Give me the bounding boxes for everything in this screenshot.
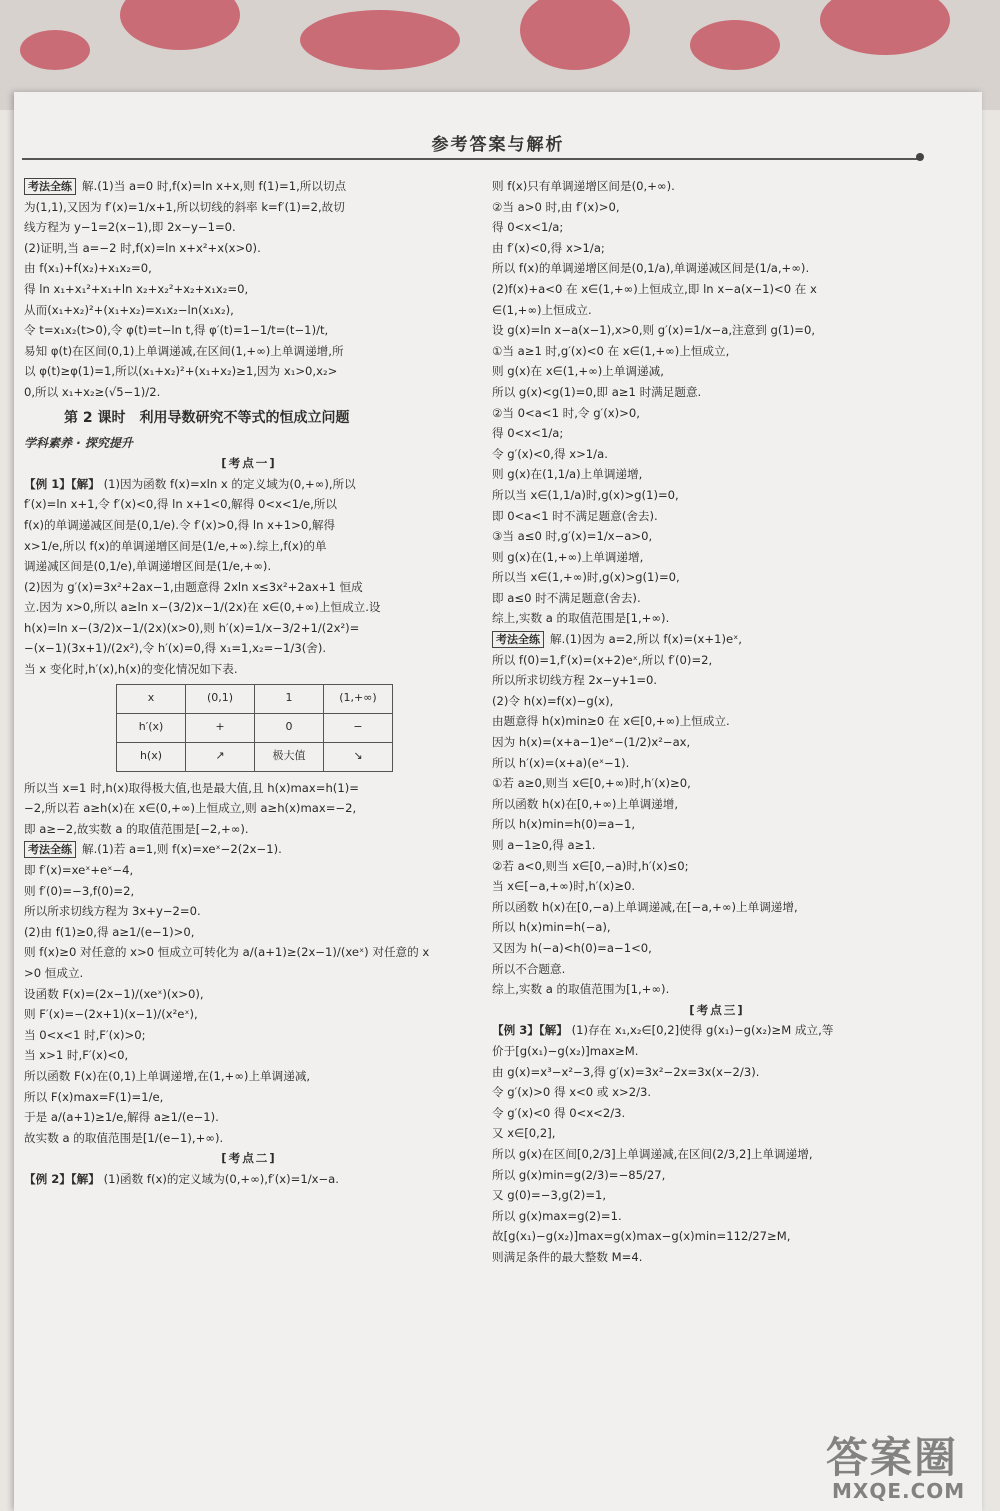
text-line: 由 f(x₁)+f(x₂)+x₁x₂=0, bbox=[24, 261, 152, 276]
text-line: f(x)的单调递减区间是(0,1/e).令 f′(x)>0,得 ln x+1>0,解得 bbox=[24, 517, 336, 532]
variation-table bbox=[116, 684, 393, 772]
text-line: 又 g(0)=−3,g(2)=1, bbox=[492, 1188, 607, 1203]
text-line: 所以函数 h(x)在[0,+∞)上单调递增, bbox=[492, 796, 679, 811]
table-cell: 0 bbox=[255, 713, 324, 742]
table-cell: ↗ bbox=[186, 742, 255, 771]
text-line: 调递减区间是(0,1/e),单调递增区间是(1/e,+∞). bbox=[24, 559, 272, 574]
text-line: ③当 a≤0 时,g′(x)=1/x−a>0, bbox=[492, 529, 653, 544]
text-line: 为(1,1),又因为 f′(x)=1/x+1,所以切线的斜率 k=f′(1)=2,故切 bbox=[24, 199, 345, 214]
practice-tag: 考法全练 bbox=[492, 631, 544, 648]
table-cell: x bbox=[117, 684, 186, 713]
text-line: 所以 h(x)min=h(−a), bbox=[492, 920, 611, 935]
text-line: 考法全练 解.(1)当 a=0 时,f(x)=ln x+x,则 f(1)=1,所以切点 bbox=[24, 176, 474, 197]
practice-tag: 考法全练 bbox=[24, 178, 76, 195]
table-cell: h(x) bbox=[117, 742, 186, 771]
text-line: (2)由 f(1)≥0,得 a≥1/(e−1)>0, bbox=[24, 924, 195, 939]
text-line: 则 g(x)在(1,+∞)上单调递增, bbox=[492, 549, 644, 564]
table-cell: − bbox=[324, 713, 393, 742]
text-line: 所以 f(x)的单调递增区间是(0,1/a),单调递减区间是(1/a,+∞). bbox=[492, 261, 810, 276]
text-line: 所以 g(x)<g(1)=0,即 a≥1 时满足题意. bbox=[492, 384, 702, 399]
text-line: 于是 a/(a+1)≥1/e,解得 a≥1/(e−1). bbox=[24, 1110, 219, 1125]
text-line: 所以 g(x)min=g(2/3)=−85/27, bbox=[492, 1167, 666, 1182]
text-line: 【例 3】【解】 (1)存在 x₁,x₂∈[0,2]使得 g(x₁)−g(x₂)≥M 成立,等 bbox=[492, 1023, 834, 1038]
site-watermark bbox=[816, 1425, 996, 1505]
text-line: 则 f′(0)=−3,f(0)=2, bbox=[24, 883, 135, 898]
text-line: ①若 a≥0,则当 x∈[0,+∞)时,h′(x)≥0, bbox=[492, 776, 691, 791]
text-line: 所以函数 h(x)在[0,−a)上单调递减,在[−a,+∞)上单调递增, bbox=[492, 899, 798, 914]
text-line: 因为 h(x)=(x+a−1)eˣ−(1/2)x²−ax, bbox=[492, 735, 691, 750]
table-cell: ↘ bbox=[324, 742, 393, 771]
text-line: 所以 f(0)=1,f′(x)=(x+2)eˣ,所以 f′(0)=2, bbox=[492, 652, 713, 667]
text-line: 所以当 x=1 时,h(x)取得极大值,也是最大值,且 h(x)max=h(1)= bbox=[24, 780, 359, 795]
text-line: 令 g′(x)<0,得 x>1/a. bbox=[492, 446, 608, 461]
text-line: ②当 0<a<1 时,令 g′(x)>0, bbox=[492, 405, 640, 420]
text-line: x>1/e,所以 f(x)的单调递增区间是(1/e,+∞).综上,f(x)的单 bbox=[24, 538, 327, 553]
text-line: 由题意得 h(x)min≥0 在 x∈[0,+∞)上恒成立. bbox=[492, 714, 730, 729]
text-line: 所以所求切线方程为 3x+y−2=0. bbox=[24, 904, 201, 919]
text-line: 故实数 a 的取值范围是[1/(e−1),+∞). bbox=[24, 1130, 224, 1145]
text-line: 考法全练 解.(1)若 a=1,则 f(x)=xeˣ−2(2x−1). bbox=[24, 839, 474, 860]
table-cell: (0,1) bbox=[186, 684, 255, 713]
text-line: 故[g(x₁)−g(x₂)]max=g(x)max−g(x)min=112/27≥M, bbox=[492, 1229, 791, 1244]
text-line: 从而(x₁+x₂)²+(x₁+x₂)=x₁x₂−ln(x₁x₂), bbox=[24, 302, 234, 317]
text-line: −(x−1)(3x+1)/(2x²),令 h′(x)=0,得 x₁=1,x₂=−1/3(舍). bbox=[24, 641, 327, 656]
text-line: 0,所以 x₁+x₂≥(√5−1)/2. bbox=[24, 384, 161, 399]
topic-label: [考点二] bbox=[221, 1151, 277, 1166]
text-line: h(x)=ln x−(3/2)x−1/(2x)(x>0),则 h′(x)=1/x−3/2+1/(2x²)= bbox=[24, 620, 360, 635]
text-line: 所以所求切线方程 2x−y+1=0. bbox=[492, 673, 658, 688]
subsection-heading: 学科素养 · 探究提升 bbox=[24, 435, 133, 450]
example-tag: 【例 2】【解】 bbox=[24, 1171, 100, 1186]
topic-label: [考点一] bbox=[221, 456, 277, 471]
text-line: (2)证明,当 a=−2 时,f(x)=ln x+x²+x(x>0). bbox=[24, 240, 261, 255]
text-line: 即 a≥−2,故实数 a 的取值范围是[−2,+∞). bbox=[24, 821, 249, 836]
text-line: 【例 1】【解】 (1)因为函数 f(x)=xln x 的定义域为(0,+∞),所以 bbox=[24, 476, 356, 491]
text-line: 立.因为 x>0,所以 a≥ln x−(3/2)x−1/(2x)在 x∈(0,+∞)上恒成立.设 bbox=[24, 600, 381, 615]
text-line: 当 x 变化时,h′(x),h(x)的变化情况如下表. bbox=[24, 662, 238, 677]
header-rule bbox=[22, 158, 922, 160]
practice-tag: 考法全练 bbox=[24, 841, 76, 858]
text-line: 易知 φ(t)在区间(0,1)上单调递减,在区间(1,+∞)上单调递增,所 bbox=[24, 343, 344, 358]
text-line: 又 x∈[0,2], bbox=[492, 1126, 556, 1141]
text-line: ∈(1,+∞)上恒成立. bbox=[492, 302, 592, 317]
watermark-text-cn: 答案圈 bbox=[826, 1433, 959, 1482]
text-line: ②若 a<0,则当 x∈[0,−a)时,h′(x)≤0; bbox=[492, 858, 689, 873]
document-page bbox=[14, 92, 982, 1511]
text-line: (2)f(x)+a<0 在 x∈(1,+∞)上恒成立,即 ln x−a(x−1)<0 在 x bbox=[492, 281, 817, 296]
text-line: (2)令 h(x)=f(x)−g(x), bbox=[492, 693, 614, 708]
text-line: 即 f′(x)=xeˣ+eˣ−4, bbox=[24, 863, 134, 878]
text-line: >0 恒成立. bbox=[24, 966, 84, 980]
text-line: 当 x∈[−a,+∞)时,h′(x)≥0. bbox=[492, 879, 636, 894]
text-line: 考法全练 解.(1)因为 a=2,所以 f(x)=(x+1)eˣ, bbox=[492, 629, 942, 650]
text-line: f′(x)=ln x+1,令 f′(x)<0,得 ln x+1<0,解得 0<x<1/e,所以 bbox=[24, 497, 337, 512]
text-line: 得 ln x₁+x₁²+x₁+ln x₂+x₂²+x₂+x₁x₂=0, bbox=[24, 281, 249, 296]
watermark-text-en: MXQE.COM bbox=[832, 1479, 966, 1503]
text-line: 综上,实数 a 的取值范围为[1,+∞). bbox=[492, 982, 670, 997]
table-cell: + bbox=[186, 713, 255, 742]
text-line: 则 a−1≥0,得 a≥1. bbox=[492, 838, 596, 852]
header-dot bbox=[916, 153, 924, 161]
text-line: 设函数 F(x)=(2x−1)/(xeˣ)(x>0), bbox=[24, 986, 204, 1001]
text-line: 线方程为 y−1=2(x−1),即 2x−y−1=0. bbox=[24, 220, 236, 235]
text-line: 则 F′(x)=−(2x+1)(x−1)/(x²eˣ), bbox=[24, 1007, 198, 1022]
text-line: 【例 2】【解】 (1)函数 f(x)的定义域为(0,+∞),f′(x)=1/x−a. bbox=[24, 1171, 339, 1186]
text-line: 由 f′(x)<0,得 x>1/a; bbox=[492, 240, 605, 255]
example-tag: 【例 1】【解】 bbox=[24, 476, 100, 491]
text-line: 设 g(x)=ln x−a(x−1),x>0,则 g′(x)=1/x−a,注意到 g(1)=0, bbox=[492, 323, 816, 338]
text-line: 所以 F(x)max=F(1)=1/e, bbox=[24, 1089, 164, 1104]
table-cell: 1 bbox=[255, 684, 324, 713]
text-line: 当 x>1 时,F′(x)<0, bbox=[24, 1048, 129, 1063]
table-row bbox=[117, 684, 393, 713]
table-cell: 极大值 bbox=[255, 742, 324, 771]
text-line: 价于[g(x₁)−g(x₂)]max≥M. bbox=[492, 1043, 639, 1058]
text-line: 则满足条件的最大整数 M=4. bbox=[492, 1249, 643, 1264]
left-column bbox=[24, 176, 474, 1190]
text-line: ①当 a≥1 时,g′(x)<0 在 x∈(1,+∞)上恒成立, bbox=[492, 343, 730, 358]
table-row bbox=[117, 742, 393, 771]
text-line: 当 0<x<1 时,F′(x)>0; bbox=[24, 1027, 146, 1042]
text-line: 令 g′(x)>0 得 x<0 或 x>2/3. bbox=[492, 1085, 652, 1100]
text-line: 由 g(x)=x³−x²−3,得 g′(x)=3x²−2x=3x(x−2/3). bbox=[492, 1064, 760, 1079]
text-line: 则 f(x)只有单调递增区间是(0,+∞). bbox=[492, 179, 675, 193]
text-line: 所以 g(x)在区间[0,2/3]上单调递减,在区间(2/3,2]上单调递增, bbox=[492, 1146, 813, 1161]
page-title: 参考答案与解析 bbox=[431, 135, 565, 155]
text-line: 所以 g(x)max=g(2)=1. bbox=[492, 1208, 622, 1223]
text-line: 以 φ(t)≥φ(1)=1,所以(x₁+x₂)²+(x₁+x₂)≥1,因为 x₁>0,x₂> bbox=[24, 364, 338, 379]
text-line: 令 t=x₁x₂(t>0),令 φ(t)=t−ln t,得 φ′(t)=1−1/t=(t−1)/t, bbox=[24, 323, 329, 338]
text-line: 综上,实数 a 的取值范围是[1,+∞). bbox=[492, 611, 670, 626]
text-line: 所以当 x∈(1,+∞)时,g(x)>g(1)=0, bbox=[492, 570, 680, 585]
text-line: 则 g(x)在 x∈(1,+∞)上单调递减, bbox=[492, 364, 664, 379]
text-line: 令 g′(x)<0 得 0<x<2/3. bbox=[492, 1105, 626, 1120]
text-line: −2,所以若 a≥h(x)在 x∈(0,+∞)上恒成立,则 a≥h(x)max=−2, bbox=[24, 801, 357, 816]
text-line: 所以函数 F(x)在(0,1)上单调递增,在(1,+∞)上单调递减, bbox=[24, 1068, 311, 1083]
text-line: 得 0<x<1/a; bbox=[492, 220, 564, 235]
text-line: 即 a≤0 时不满足题意(舍去). bbox=[492, 590, 641, 605]
text-line: 则 g(x)在(1,1/a)上单调递增, bbox=[492, 467, 643, 482]
right-column bbox=[492, 176, 942, 1267]
table-row bbox=[117, 713, 393, 742]
text-line: 所以 h′(x)=(x+a)(eˣ−1). bbox=[492, 755, 630, 770]
text-line: 又因为 h(−a)<h(0)=a−1<0, bbox=[492, 940, 652, 955]
text-line: ②当 a>0 时,由 f′(x)>0, bbox=[492, 199, 620, 214]
table-cell: (1,+∞) bbox=[324, 684, 393, 713]
text-line: 所以不合题意. bbox=[492, 961, 566, 976]
example-tag: 【例 3】【解】 bbox=[492, 1023, 568, 1038]
topic-label: [考点三] bbox=[689, 1002, 745, 1017]
text-line: (2)因为 g′(x)=3x²+2ax−1,由题意得 2xln x≤3x²+2ax+1 恒成 bbox=[24, 579, 363, 594]
section-heading: 第 2 课时 利用导数研究不等式的恒成立问题 bbox=[64, 409, 350, 426]
text-line: 则 f(x)≥0 对任意的 x>0 恒成立可转化为 a/(a+1)≥(2x−1)/(xeˣ) 对任意的 x bbox=[24, 945, 430, 960]
table-cell: h′(x) bbox=[117, 713, 186, 742]
text-line: 所以 h(x)min=h(0)=a−1, bbox=[492, 817, 636, 832]
text-line: 得 0<x<1/a; bbox=[492, 426, 564, 441]
text-line: 即 0<a<1 时不满足题意(舍去). bbox=[492, 508, 658, 523]
text-line: 所以当 x∈(1,1/a)时,g(x)>g(1)=0, bbox=[492, 487, 679, 502]
